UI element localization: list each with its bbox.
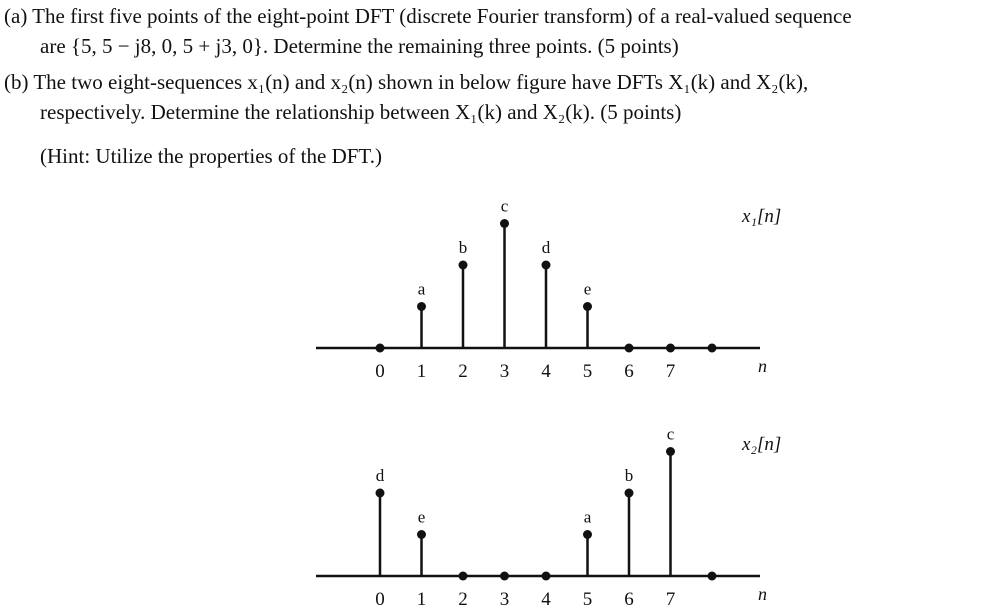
x1-sample-dot <box>625 344 634 353</box>
x1-value-label: a <box>417 279 426 299</box>
x1-value-label: c <box>500 196 509 216</box>
x2-value-label: c <box>666 424 675 444</box>
x1-value-label: b <box>458 238 468 257</box>
x2-sequence-label: x₂[n] <box>742 434 782 455</box>
problem-a-line-1: (a) The first five points of the eight-point DFT (discrete Fourier transform) of a real-valued sequence <box>4 4 852 28</box>
x1-sample-dot <box>417 302 426 311</box>
x1-tick-label: 3 <box>499 361 510 382</box>
x1-tick-label: 6 <box>624 361 634 382</box>
x1-tick-label: 4 <box>541 361 551 382</box>
x1-sequence-label: x₁[n] <box>742 206 782 227</box>
x1-value-label: d <box>541 238 551 257</box>
x2-tick-label: 0 <box>375 589 385 610</box>
x1-tick-label: 0 <box>375 361 385 382</box>
x2-sample-dot <box>500 572 509 581</box>
x2-value-label: b <box>624 466 634 485</box>
x2-tick-label: 7 <box>665 589 676 610</box>
x2-tick-label: 4 <box>541 589 551 610</box>
x1-n-axis-label: n <box>758 356 767 376</box>
x2-tick-label: 5 <box>582 589 593 610</box>
x2-value-label: a <box>583 507 592 527</box>
x1-sample-dot <box>708 344 717 353</box>
x1-sample-dot <box>542 261 551 270</box>
x1-value-label: e <box>583 279 592 299</box>
x1-sample-dot <box>583 302 592 311</box>
x2-tick-label: 2 <box>458 589 468 610</box>
x2-tick-label: 6 <box>624 589 634 610</box>
x2-sample-dot <box>376 489 385 498</box>
x2-sample-dot <box>583 530 592 539</box>
x2-sample-dot <box>708 572 717 581</box>
problem-b-line-2: respectively. Determine the relationship between X₁(k) and X₂(k). (5 points) <box>40 100 682 124</box>
x2-sample-dot <box>542 572 551 581</box>
problem-b-line-1: (b) The two eight-sequences x₁(n) and x₂(n) shown in below figure have DFTs X₁(k) and X₂(k), <box>4 70 809 94</box>
x2-sample-dot <box>666 447 675 456</box>
x2-sample-dot <box>417 530 426 539</box>
stem-plot-x1 <box>316 197 781 383</box>
x2-tick-label: 1 <box>416 589 427 610</box>
x1-tick-label: 2 <box>458 361 468 382</box>
x1-tick-label: 7 <box>665 361 676 382</box>
x2-tick-label: 3 <box>499 589 510 610</box>
x1-sample-dot <box>500 219 509 228</box>
x2-n-axis-label: n <box>758 584 767 604</box>
problem-a-line-2: are {5, 5 − j8, 0, 5 + j3, 0}. Determine the remaining three points. (5 points) <box>40 34 679 58</box>
x1-tick-label: 1 <box>416 361 427 382</box>
x1-sample-dot <box>459 261 468 270</box>
x1-tick-label: 5 <box>582 361 593 382</box>
x2-value-label: d <box>375 466 385 485</box>
x1-sample-dot <box>666 344 675 353</box>
x2-sample-dot <box>625 489 634 498</box>
x1-sample-dot <box>376 344 385 353</box>
hint-text: (Hint: Utilize the properties of the DFT.) <box>40 144 382 168</box>
x2-value-label: e <box>417 507 426 527</box>
stem-plot-x2 <box>316 425 781 610</box>
x2-sample-dot <box>459 572 468 581</box>
